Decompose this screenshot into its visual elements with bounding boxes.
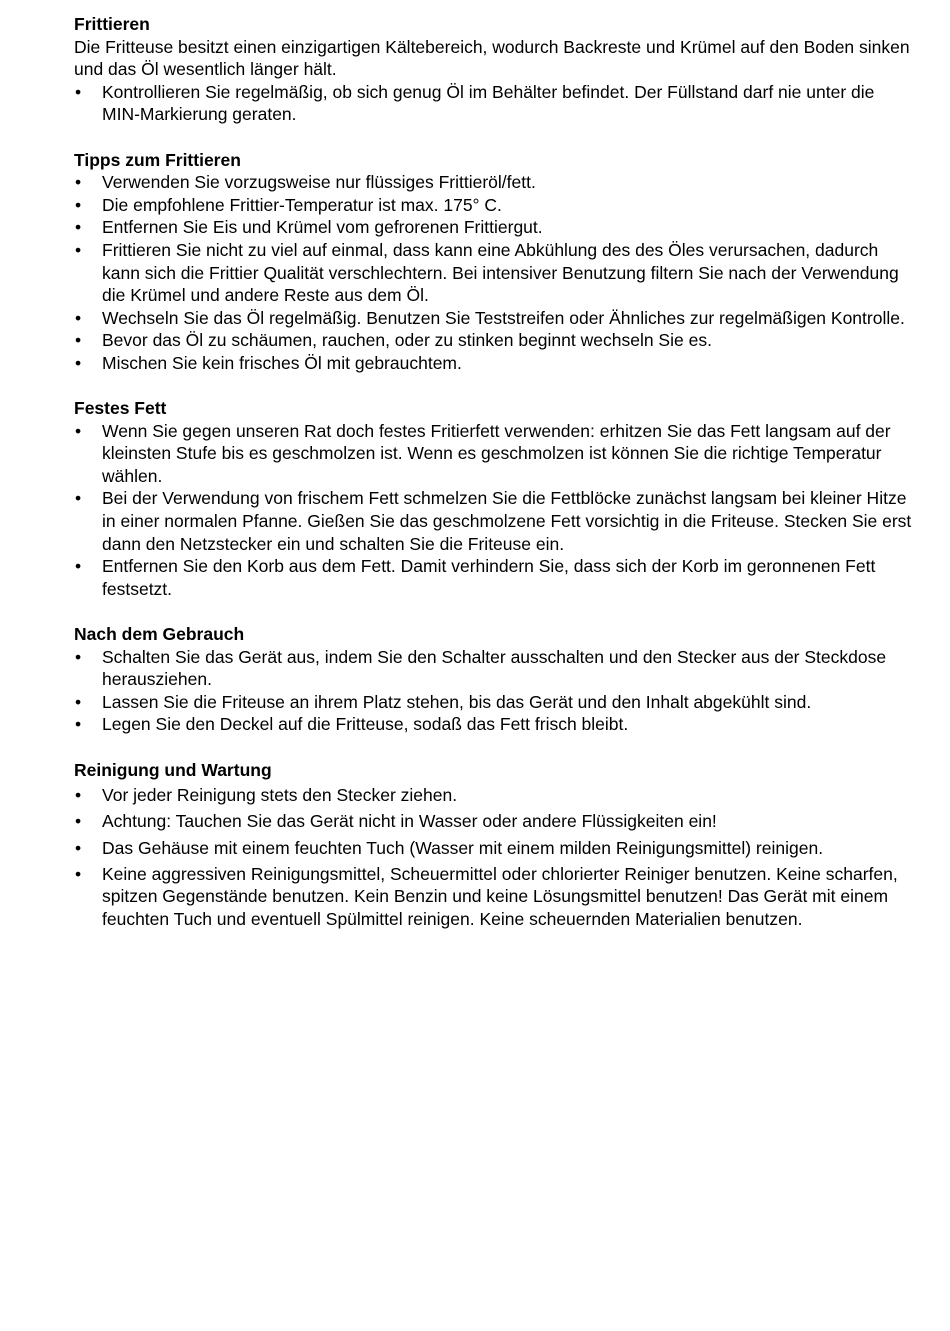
bullet-icon: • (75, 239, 82, 260)
bullet-icon: • (75, 307, 82, 328)
section-title: Reinigung und Wartung (74, 759, 272, 780)
list-item (74, 307, 914, 330)
document-page (74, 13, 914, 934)
bullet-list (74, 646, 914, 736)
bullet-icon: • (75, 194, 82, 215)
list-item (74, 420, 914, 488)
section-nach-dem-gebrauch (74, 623, 914, 736)
bullet-icon: • (75, 488, 82, 509)
list-item (74, 837, 914, 860)
list-item-text: Lassen Sie die Friteuse an ihrem Platz stehen, bis das Gerät und den Inhalt abgekühlt sind. (102, 691, 812, 712)
list-item (74, 194, 914, 217)
bullet-icon: • (75, 785, 82, 806)
list-item (74, 239, 914, 307)
bullet-icon: • (75, 863, 82, 884)
bullet-list (74, 171, 914, 374)
section-paragraph: Die Fritteuse besitzt einen einzigartigen Kältebereich, wodurch Backreste und Krümel auf den Boden sinken und das Öl wesentlich länger hält. (74, 36, 910, 80)
bullet-list (74, 81, 914, 126)
list-item-text: Die empfohlene Frittier-Temperatur ist max. 175° C. (102, 194, 502, 215)
list-item-text: Vor jeder Reinigung stets den Stecker ziehen. (102, 785, 458, 806)
list-item-text: Kontrollieren Sie regelmäßig, ob sich genug Öl im Behälter befindet. Der Füllstand darf nie unter die MIN-Markierung geraten. (102, 81, 875, 125)
list-item (74, 810, 914, 833)
list-item-text: Bevor das Öl zu schäumen, rauchen, oder zu stinken beginnt wechseln Sie es. (102, 330, 712, 351)
section-title: Tipps zum Frittieren (74, 149, 241, 170)
list-item-text: Entfernen Sie den Korb aus dem Fett. Damit verhindern Sie, dass sich der Korb im geronnenen Fett festsetzt. (102, 556, 876, 599)
list-item-text: Legen Sie den Deckel auf die Fritteuse, sodaß das Fett frisch bleibt. (102, 714, 629, 735)
list-item-text: Wenn Sie gegen unseren Rat doch festes Fritierfett verwenden: erhitzen Sie das Fett langsam auf der kleinsten Stufe bis es geschmolzen ist. Wenn es geschmolzen ist können Sie die richtige Temperatur wählen. (102, 420, 891, 486)
list-item (74, 329, 914, 352)
section-frittieren (74, 13, 914, 126)
section-title: Frittieren (74, 14, 150, 34)
bullet-icon: • (75, 352, 82, 373)
list-item (74, 81, 914, 126)
list-item-text: Schalten Sie das Gerät aus, indem Sie den Schalter ausschalten und den Stecker aus der Steckdose herausziehen. (102, 646, 887, 690)
bullet-icon: • (75, 172, 82, 193)
list-item (74, 713, 914, 736)
bullet-icon: • (75, 714, 82, 735)
list-item (74, 555, 914, 600)
bullet-icon: • (75, 556, 82, 577)
bullet-list (74, 784, 914, 930)
bullet-icon: • (75, 420, 82, 441)
list-item-text: Mischen Sie kein frisches Öl mit gebrauchtem. (102, 352, 462, 373)
list-item-text: Bei der Verwendung von frischem Fett schmelzen Sie die Fettblöcke zunächst langsam bei kleiner Hitze in einer normalen Pfanne. Gießen Sie das geschmolzene Fett vorsichtig in die Friteuse. Stecken Sie erst dann den Netzstecker ein und schalten Sie die Friteuse ein. (102, 488, 912, 554)
list-item-text: Verwenden Sie vorzugsweise nur flüssiges Frittieröl/fett. (102, 172, 536, 193)
section-title: Nach dem Gebrauch (74, 624, 245, 645)
bullet-icon: • (75, 646, 82, 667)
list-item (74, 171, 914, 194)
bullet-icon: • (75, 811, 82, 832)
bullet-icon: • (75, 837, 82, 858)
list-item (74, 352, 914, 375)
list-item (74, 784, 914, 807)
bullet-icon: • (75, 691, 82, 712)
bullet-list (74, 420, 914, 601)
list-item (74, 487, 914, 555)
bullet-icon: • (75, 81, 82, 102)
list-item-text: Entfernen Sie Eis und Krümel vom gefrorenen Frittiergut. (102, 217, 543, 238)
bullet-icon: • (75, 330, 82, 351)
list-item-text: Wechseln Sie das Öl regelmäßig. Benutzen Sie Teststreifen oder Ähnliches zur regelmäßigen Kontrolle. (102, 307, 905, 328)
section-festes-fett (74, 397, 914, 600)
list-item-text: Keine aggressiven Reinigungsmittel, Scheuermittel oder chlorierter Reiniger benutzen. Keine scharfen, spitzen Gegenstände benutzen. Kein Benzin und keine Lösungsmittel benutzen! Das Gerät mit einem feuchten Tuch und eventuell Spülmittel reinigen. Keine scheuernden Materialien benutzen. (102, 863, 898, 929)
list-item-text: Das Gehäuse mit einem feuchten Tuch (Wasser mit einem milden Reinigungsmittel) reinigen. (102, 837, 824, 858)
section-tipps-zum-frittieren (74, 149, 914, 375)
list-item (74, 863, 914, 931)
bullet-icon: • (75, 217, 82, 238)
list-item-text: Achtung: Tauchen Sie das Gerät nicht in Wasser oder andere Flüssigkeiten ein! (102, 811, 717, 832)
list-item (74, 646, 914, 691)
list-item (74, 691, 914, 714)
section-reinigung-und-wartung (74, 759, 914, 931)
list-item (74, 216, 914, 239)
list-item-text: Frittieren Sie nicht zu viel auf einmal, dass kann eine Abkühlung des des Öles verursachen, dadurch kann sich die Frittier Qualität verschlechtern. Bei intensiver Benutzung filtern Sie nach der Verwendung die Krümel und andere Reste aus dem Öl. (102, 239, 899, 306)
section-title: Festes Fett (74, 398, 167, 419)
